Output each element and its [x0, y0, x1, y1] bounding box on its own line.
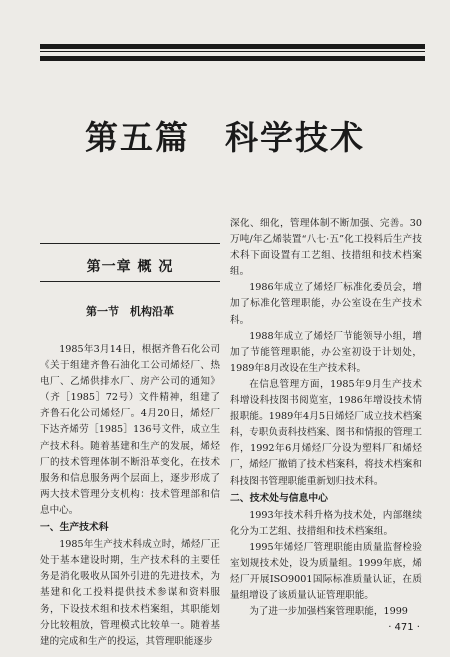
subheading: 二、技术处与信息中心: [230, 492, 328, 504]
top-rule-thick: [40, 44, 425, 49]
paragraph-continued: 深化、细化，管理体制不断加强、完善。30万吨/年乙烯装置“八七·五”化工投料后生产技术科下面设置有工艺组、技措组和技术档案组。: [230, 218, 422, 278]
paragraph: 1986年成立了烯烃厂标准化委员会，增加了标准化管理职能，办公室设在生产技术科。: [230, 282, 422, 326]
section-title: 第一节 机构沿革: [86, 305, 174, 318]
right-column: [230, 216, 422, 620]
paragraph: 为了进一步加强档案管理职能，1999: [249, 606, 408, 618]
part-title: 第五篇 科学技术: [85, 118, 365, 157]
top-rule-thin: [40, 51, 425, 52]
page-number: · 471 ·: [388, 622, 420, 633]
paragraph: 在信息管理方面，1985年9月生产技术科增设科技图书阅览室，1986年增设技术情报职能。1989年4月5日烯烃厂成立技术档案科，专职负责科技档案、图书和情报的管理工作，1992年6月烯烃厂分设为塑料厂和烯烃厂，烯烃厂撤销了技术档案科，将技术档案和科技图书管理职能重新划归技术科。: [230, 378, 422, 487]
paragraph: 1985年3月14日，根据齐鲁石化公司《关于组建齐鲁石油化工公司烯烃厂、热电厂、乙烯供排水厂、房产公司的通知》（齐［1985］72号）文件精神，组建了齐鲁石化公司烯烃厂。4月20日，烯烃厂下达齐烯劳［1985］136号文件，成立生产技术科。随着基建和生产的发展，烯烃厂的技术管理体制不断沿革变化，在技术服务和信息服务两个层面上，逐步形成了两大技术管理分支机构：技术管理部和信息中心。: [40, 344, 220, 516]
subheading: 一、生产技术科: [40, 522, 109, 534]
top-rule-thick-2: [40, 56, 425, 61]
paragraph: 1995年烯烃厂管理职能由质量监督检验室划规技术处，设为质量组。1999年底，烯烃厂开展ISO9001国际标准质量认证，在质量组增设了该质量认证管理职能。: [230, 541, 422, 602]
paragraph: 1985年生产技术科成立时，烯烃厂正处于基本建设时期，生产技术科的主要任务是消化吸收从国外引进的先进技术，为基建和化工投料提供技术参谋和资料服务，下设技术组和技术档案组，其职能划分比较粗放，管理模式比较单一。随着基建的完成和生产的投运，其管理职能逐步: [40, 539, 220, 647]
chapter-rule-top: [40, 243, 220, 244]
paragraph: 1988年成立了烯烃厂节能领导小组，增加了节能管理职能，办公室初设于计划处，1989年8月改设在生产技术科。: [230, 330, 422, 374]
chapter-rule-bottom: [40, 281, 220, 282]
left-column: [40, 342, 220, 650]
paragraph: 1993年技术科升格为技术处，内部继续化分为工艺组、技措组和技术档案组。: [230, 509, 422, 537]
chapter-title: 第一章 概 况: [86, 259, 174, 275]
